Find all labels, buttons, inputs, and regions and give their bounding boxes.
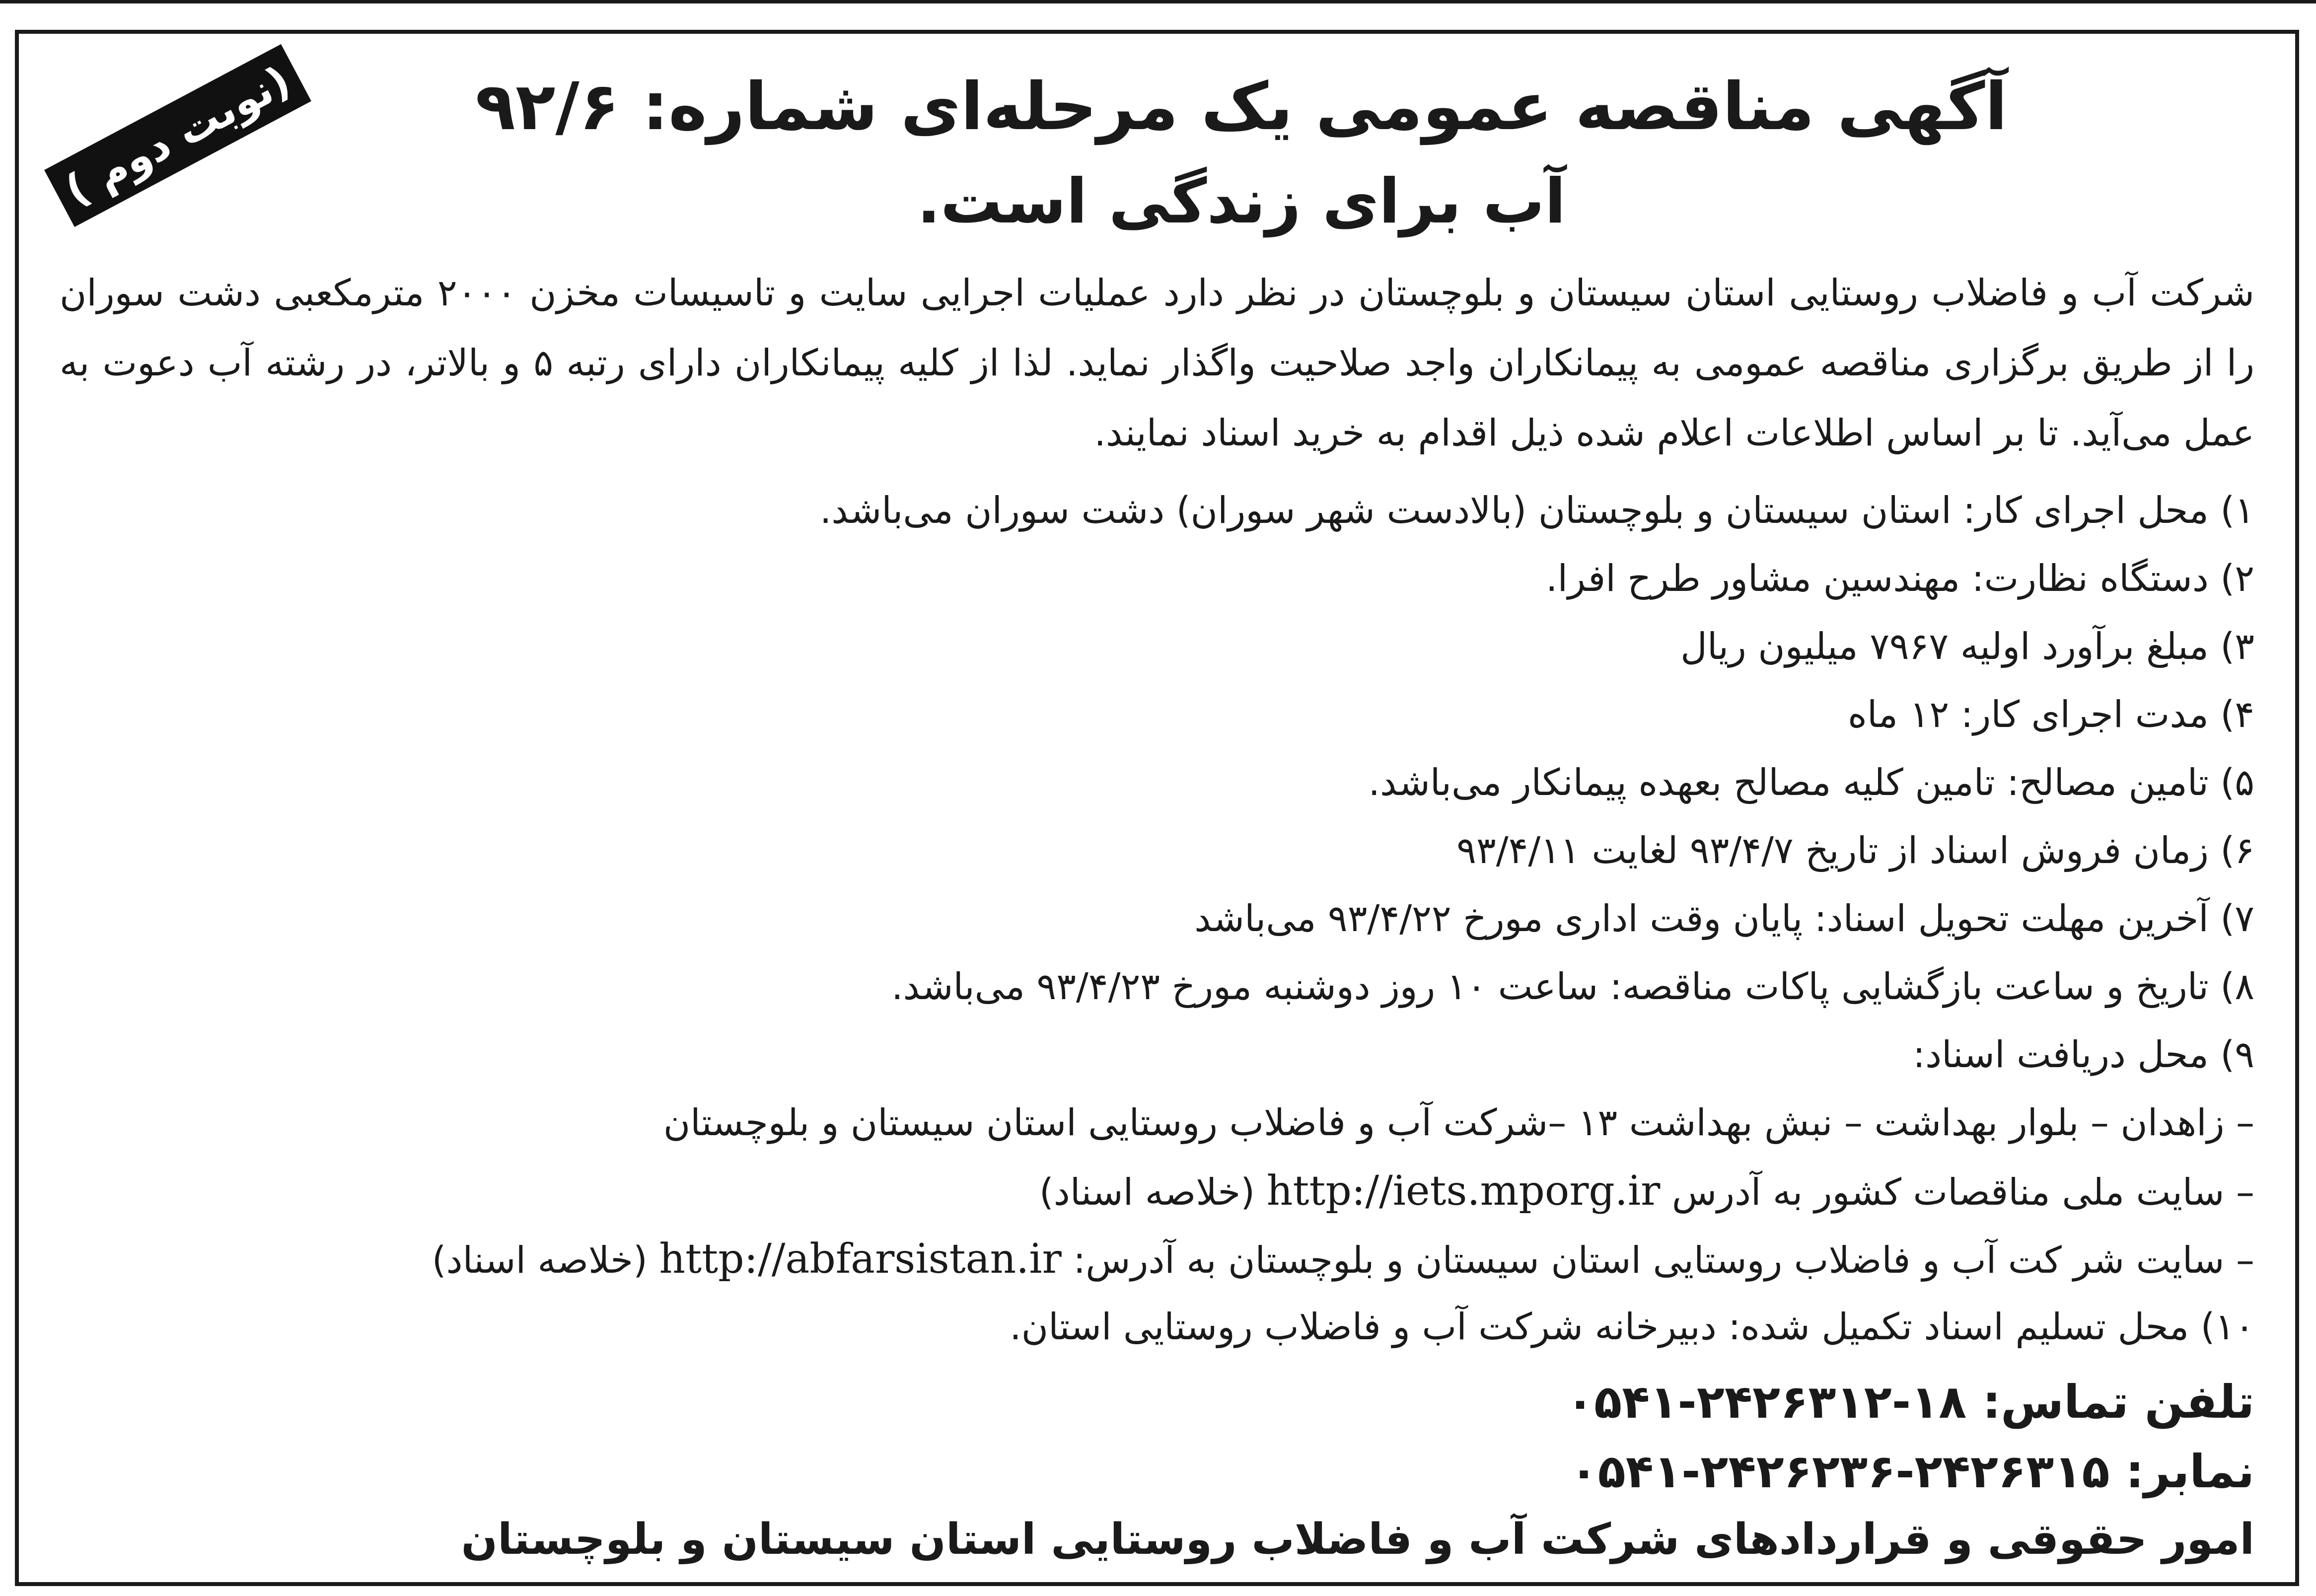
round-badge: (نوبت دوم ) <box>44 44 311 227</box>
conditions-list <box>60 477 2254 1361</box>
national-site-suffix: (خلاصه اسناد) <box>1039 1171 1255 1214</box>
list-item: ۷) آخرین مهلت تحویل اسناد: پایان وقت اداری مورخ ۹۳/۴/۲۲ می‌باشد <box>1194 897 2254 940</box>
list-item: ۸) تاریخ و ساعت بازگشایی پاکات مناقصه: ساعت ۱۰ روز دوشنبه مورخ ۹۳/۴/۲۳ می‌باشد. <box>891 965 2254 1008</box>
phone-line <box>60 1376 2254 1429</box>
national-site-prefix: – سایت ملی مناقصات کشور به آدرس <box>1671 1171 2254 1214</box>
company-site-link[interactable]: http://abfarsistan.ir <box>659 1235 1062 1283</box>
phone-label: تلفن تماس: <box>1982 1376 2254 1429</box>
list-item: ۴) مدت اجرای کار: ۱۲ ماه <box>1848 693 2254 736</box>
list-item: ۹) محل دریافت اسناد: <box>1913 1033 2254 1076</box>
list-item: ۳) مبلغ برآورد اولیه ۷۹۶۷ میلیون ریال <box>1680 625 2254 668</box>
phone-number: ۱۸-۲۴۲۶۳۱۲-۰۵۴۱ <box>1566 1376 1967 1429</box>
list-item: ۲) دستگاه نظارت: مهندسین مشاور طرح افرا. <box>1546 557 2254 600</box>
company-site-suffix: (خلاصه اسناد) <box>432 1239 648 1282</box>
top-rule <box>0 0 2316 3</box>
list-item: ۶) زمان فروش اسناد از تاریخ ۹۳/۴/۷ لغایت ۹۳/۴/۱۱ <box>1456 829 2254 872</box>
list-item: ۱۰) محل تسلیم اسناد تکمیل شده: دبیرخانه شرکت آب و فاضلاب روستایی استان. <box>1010 1306 2254 1348</box>
notice-title: آگهی مناقصه عمومی یک مرحله‌ای شماره: ۹۲/۶ <box>475 69 2008 145</box>
fax-line <box>60 1445 2254 1498</box>
location-company-site <box>60 1225 2254 1293</box>
intro-paragraph: شرکت آب و فاضلاب روستایی استان سیستان و بلوچستان در نظر دارد عملیات اجرایی سایت و تاسیسات مخزن ۲۰۰۰ مترمکعبی دشت سوران را از طریق برگزاری مناقصه عمومی به پیمانکاران واجد صلاحیت واگذار نماید. لذا از کلیه پیمانکاران دارای رتبه ۵ و بالاتر، در رشته آب دعوت به عمل می‌آید. تا بر اساس اطلاعات اعلام شده ذیل اقدام به خرید اسناد نمایند. <box>60 272 2254 454</box>
location-national-site <box>60 1157 2254 1225</box>
footer-signature: امور حقوقی و قراردادهای شرکت آب و فاضلاب روستایی استان سیستان و بلوچستان <box>461 1515 2254 1564</box>
fax-number: ۲۴۲۶۳۱۵-۲۴۲۶۲۳۶-۰۵۴۱ <box>1570 1445 2110 1498</box>
company-site-prefix: – سایت شر کت آب و فاضلاب روستایی استان سیستان و بلوچستان به آدرس: <box>1073 1239 2254 1282</box>
fax-label: نمابر: <box>2125 1445 2254 1498</box>
national-site-link[interactable]: http://iets.mporg.ir <box>1266 1167 1661 1215</box>
list-item: ۵) تامین مصالح: تامین کلیه مصالح بعهده پیمانکار می‌باشد. <box>1368 761 2254 804</box>
notice-slogan: آب برای زندگی است. <box>917 166 1566 237</box>
list-item: ۱) محل اجرای کار: استان سیستان و بلوچستان (بالادست شهر سوران) دشت سوران می‌باشد. <box>819 489 2254 532</box>
location-office: – زاهدان – بلوار بهداشت – نبش بهداشت ۱۳ –شرکت آب و فاضلاب روستایی استان سیستان و بلوچستان <box>663 1101 2254 1144</box>
